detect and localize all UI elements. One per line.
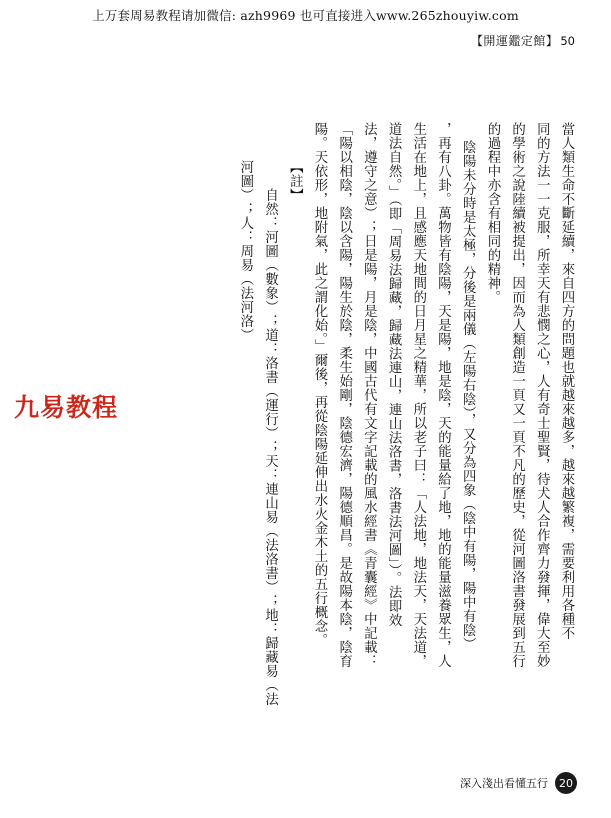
body-column-5: 陰陽未分時是太極，分後是兩儀（左陽右陰），又分為四象（陰中有陽，陽中有陰） [460,140,476,652]
body-column-9: 法，遵守之意）；日是陽，月是陰，中國古代有文字記載的風水經書《青囊經》中記載： [361,122,377,668]
body-column-8: 道法自然。」（即「周易法歸藏，歸藏法連山，連山法洛書，洛書法河圖」）。法即效 [386,122,402,628]
page-number-badge: 20 [555,772,577,794]
body-column-11: 陽。天依形，地附氣，此之謂化始。」爾後，再從陰陽延伸出水火金木土的五行概念。 [311,122,327,648]
body-column-7: 生活在地上，且感應天地間的日月星之精華，所以老子曰：「人法地，地法天，天法道， [410,122,426,668]
brand-watermark: 九易教程 [14,393,119,422]
promo-banner: 上万套周易教程请加微信: azh9969 也可直接进入www.265zhouyiw.com [92,8,519,23]
page-footer [460,772,577,794]
body-column-3: 的學術之說陸續被提出，因而為人類創造一頁又一頁不凡的歷史，從河圖洛書發展到五行 [509,122,525,668]
body-column-10: 「陽以相陰，陰以含陽，陽生於陰，柔生始剛，陰德宏濟，陽德順昌。是故陽本陰，陰育 [336,122,352,668]
body-column-2: 同的方法一一克服，所幸天有悲憫之心，人有奇士聖賢，待犬人合作齊力發揮，偉大至妙 [534,122,550,668]
body-column-1: 當人類生命不斷延續，來自四方的問題也就越來越多，越來越繁複，需要利用各種不 [559,122,574,640]
running-head-label: 【開運鑑定館】 [470,34,559,48]
vertical-text-body [231,122,577,722]
note-heading: 【註】 [287,160,303,202]
footer-title: 深入淺出看懂五行 [460,777,548,790]
body-column-note-1: 自然：河圖（數象）；道：洛書（運行）；天：連山易（法洛書）；地：歸藏易（法 [262,160,278,706]
body-column-note-2: 河圖）；人：周易（法河洛） [237,160,253,342]
running-head [471,32,575,49]
body-column-6: ，再有八卦。萬物皆有陰陽，天是陽，地是陰，天的能量給了地，地的能量滋養眾生，人 [435,122,451,668]
body-column-4: 的過程中亦含有相同的精神。 [484,122,500,304]
running-head-number: 50 [560,34,575,48]
